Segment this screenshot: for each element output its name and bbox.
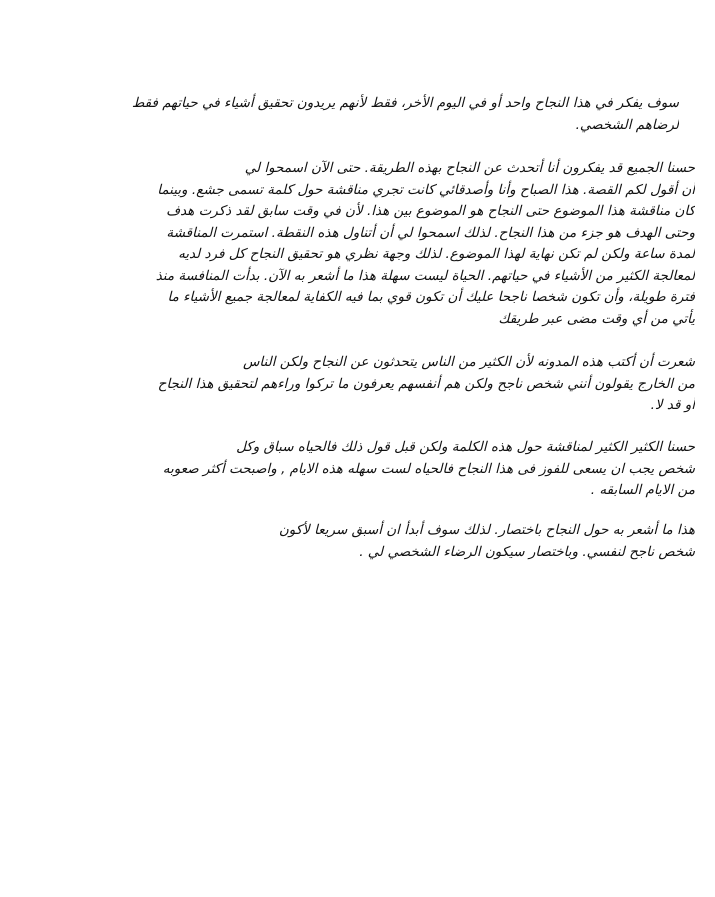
paragraph-line: كان مناقشة هذا الموضوع حتى النجاح هو الموضوع بين هذا. لأن في وقت سابق لقد ذكرت هدف — [166, 203, 695, 219]
paragraph-line: حسنا الجميع قد يفكرون أنا أتحدث عن النجاح بهذه الطريقة. حتى الآن اسمحوا لي — [244, 160, 695, 176]
paragraph-line: لمعالجة الكثير من الأشياء في حياتهم. الحياة ليست سهلة هذا ما أشعر به الآن. بدأت المنافسة منذ — [155, 267, 695, 284]
paragraph-line: أن أقول لكم القصة. هذا الصباح وأنا وأصدقائي كانت تجري مناقشة حول كلمة تسمى جشع. وبينما — [157, 181, 695, 198]
paragraph-line: هذا ما أشعر به حول النجاح باختصار. لذلك سوف أبدأ ان أسبق سريعا لأكون — [278, 522, 695, 538]
paragraph-line: سوف يفكر في هذا النجاح واحد أو في اليوم الأخر، فقط لأنهم يريدون تحقيق أشياء في حياتهم فقط — [131, 95, 679, 111]
paragraph-line: شخص ناجح لنفسي. وباختصار سيكون الرضاء الشخصي لي . — [359, 543, 695, 560]
paragraph-line: شعرت أن أكتب هذه المدونه لأن الكثير من الناس يتحدثون عن النجاح ولكن الناس — [242, 354, 695, 370]
paragraph-line: يأتي من أي وقت مضى عبر طريقك — [498, 310, 695, 327]
paragraph-line: لرضاهم الشخصي. — [575, 116, 679, 133]
paragraph-line: لمدة ساعة ولكن لم تكن نهاية لهذا الموضوع. لذلك وجهة نظري هو تحقيق النجاح كل فرد لديه — [178, 246, 695, 262]
paragraph-2 — [75, 158, 695, 330]
paragraph-line: من الايام السابقه . — [590, 482, 695, 498]
paragraph-line: أو قد لا. — [650, 397, 695, 413]
paragraph-line: فترة طويلة، وأن تكون شخصا ناجحا عليك أن تكون قوي بما فيه الكفاية لمعالجة جميع الأشياء ما — [167, 289, 695, 305]
paragraph-line: وحتى الهدف هو جزء من هذا النجاح. لذلك اسمحوا لي أن أتناول هذه النقطة. استمرت المناقشة — [166, 224, 695, 241]
paragraph-1 — [59, 93, 679, 136]
paragraph-line: شخص يجب ان يسعى للفوز فى هذا النجاح فالحياه لست سهله هذه الايام , واصبحت أكثر صعوبه — [162, 460, 695, 477]
paragraph-line: حسنا الكثير الكثير لمناقشة حول هذه الكلمة ولكن قبل قول ذلك فالحياه سباق وكل — [236, 439, 695, 455]
paragraph-4 — [75, 437, 695, 502]
paragraph-3 — [75, 352, 695, 417]
paragraph-line: من الخارج يقولون أنني شخص ناجح ولكن هم أنفسهم يعرفون ما تركوا وراءهم لتحقيق هذا النجاح — [157, 375, 695, 392]
paragraph-5 — [135, 520, 695, 563]
